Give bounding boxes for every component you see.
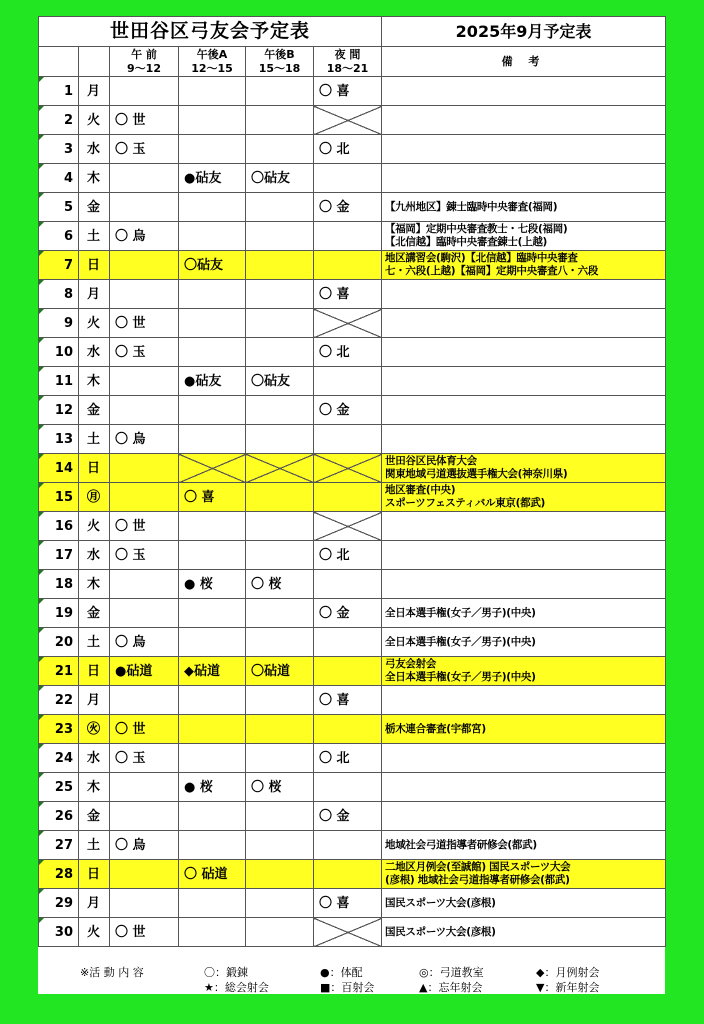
slot-afternoon-a [179, 831, 246, 860]
remark-line: 地区講習会(駒沢)【北信越】臨時中央審査 [385, 252, 578, 264]
slot-morning [110, 367, 179, 396]
day-row [39, 802, 666, 831]
day-row [39, 512, 666, 541]
day-row [39, 773, 666, 802]
remarks-cell [382, 831, 666, 860]
day-row [39, 889, 666, 918]
slot-morning [110, 77, 179, 106]
day-number: 21 [39, 657, 79, 686]
remarks-cell [382, 802, 666, 831]
slot-afternoon-b: 〇砧友 [246, 367, 314, 396]
day-row [39, 135, 666, 164]
legend [38, 962, 665, 994]
day-of-week: 月 [79, 889, 110, 918]
slot-morning: 〇 玉 [110, 338, 179, 367]
slot-night: 〇 北 [314, 541, 382, 570]
slot-morning [110, 280, 179, 309]
remarks-cell [382, 570, 666, 599]
day-of-week: 木 [79, 367, 110, 396]
day-row [39, 454, 666, 483]
column-night-name: 夜 間 [334, 47, 361, 61]
day-row [39, 280, 666, 309]
slot-afternoon-b [246, 628, 314, 657]
slot-afternoon-b [246, 309, 314, 338]
column-afternoon-a-name: 午後A [196, 47, 228, 61]
slot-afternoon-a: ● 桜 [179, 570, 246, 599]
slot-morning: 〇 世 [110, 309, 179, 338]
remark-line: 世田谷区民体育大会 [385, 455, 477, 467]
slot-afternoon-a [179, 744, 246, 773]
column-afternoon-b-name: 午後B [264, 47, 295, 61]
legend-item: ▼：新年射会 [536, 981, 600, 994]
slot-afternoon-b [246, 599, 314, 628]
slot-morning: 〇 世 [110, 918, 179, 947]
legend-item: ■：百射会 [320, 981, 375, 994]
day-of-week: 火 [79, 106, 110, 135]
slot-night: 〇 金 [314, 802, 382, 831]
remarks-cell [382, 918, 666, 947]
legend-item: ▲：忘年射会 [419, 981, 483, 994]
day-of-week: 月 [79, 280, 110, 309]
day-row [39, 222, 666, 251]
remarks-cell [382, 396, 666, 425]
slot-afternoon-a [179, 541, 246, 570]
remarks-cell [382, 425, 666, 454]
slot-afternoon-a: 〇 砧道 [179, 860, 246, 889]
day-number: 11 [39, 367, 79, 396]
slot-night: 〇 北 [314, 135, 382, 164]
day-number: 10 [39, 338, 79, 367]
remark-line: 全日本選手権(女子／男子)(中央) [385, 635, 536, 648]
day-of-week: 木 [79, 773, 110, 802]
slot-afternoon-b [246, 396, 314, 425]
slot-morning: 〇 世 [110, 106, 179, 135]
slot-morning: 〇 玉 [110, 541, 179, 570]
remarks-cell [382, 280, 666, 309]
slot-night [314, 918, 382, 947]
slot-night [314, 628, 382, 657]
slot-afternoon-a [179, 889, 246, 918]
day-number: 18 [39, 570, 79, 599]
remark-line: 関東地域弓道選抜選手権大会(神奈川県) [385, 468, 568, 480]
day-number: 4 [39, 164, 79, 193]
day-number: 28 [39, 860, 79, 889]
slot-night: 〇 金 [314, 396, 382, 425]
slot-afternoon-b [246, 744, 314, 773]
slot-afternoon-b [246, 251, 314, 280]
slot-afternoon-a [179, 396, 246, 425]
column-night-time: 18～21 [326, 61, 369, 75]
slot-afternoon-b [246, 135, 314, 164]
schedule-table [38, 16, 666, 947]
day-row [39, 251, 666, 280]
remark-line: 【福岡】定期中央審査教士・七段(福岡) [385, 223, 568, 235]
slot-night [314, 715, 382, 744]
legend-item: ★：総会射会 [204, 981, 269, 994]
slot-afternoon-b [246, 860, 314, 889]
slot-afternoon-b [246, 106, 314, 135]
slot-afternoon-b [246, 454, 314, 483]
day-number: 30 [39, 918, 79, 947]
slot-afternoon-b: 〇 桜 [246, 773, 314, 802]
day-of-week: 日 [79, 251, 110, 280]
slot-afternoon-a [179, 686, 246, 715]
day-of-week: 火 [79, 309, 110, 338]
remarks-cell [382, 512, 666, 541]
day-of-week: 水 [79, 744, 110, 773]
remarks-cell [382, 860, 666, 889]
slot-afternoon-a [179, 77, 246, 106]
day-number: 6 [39, 222, 79, 251]
remark-line: 弓友会射会 [385, 658, 437, 670]
day-number: 5 [39, 193, 79, 222]
remarks-cell [382, 628, 666, 657]
slot-night [314, 425, 382, 454]
slot-morning [110, 773, 179, 802]
remark-line: 栃木連合審査(宇都宮) [385, 722, 486, 735]
day-of-week: 金 [79, 193, 110, 222]
slot-morning: 〇 烏 [110, 831, 179, 860]
slot-night: 〇 北 [314, 338, 382, 367]
slot-morning [110, 802, 179, 831]
slot-night: 〇 北 [314, 744, 382, 773]
slot-afternoon-a: ●砧友 [179, 367, 246, 396]
slot-night [314, 657, 382, 686]
column-afternoon-a [179, 47, 246, 77]
slot-night [314, 309, 382, 338]
day-of-week: 水 [79, 135, 110, 164]
column-afternoon-b-time: 15～18 [258, 61, 301, 75]
slot-night: 〇 喜 [314, 889, 382, 918]
legend-item: 〇：鍛錬 [204, 966, 248, 979]
slot-afternoon-b [246, 541, 314, 570]
day-of-week: 月 [79, 686, 110, 715]
day-row [39, 164, 666, 193]
slot-afternoon-b [246, 483, 314, 512]
slot-afternoon-a: 〇 喜 [179, 483, 246, 512]
slot-night [314, 570, 382, 599]
slot-afternoon-b [246, 338, 314, 367]
legend-item: ◆：月例射会 [536, 966, 600, 979]
slot-afternoon-a [179, 512, 246, 541]
slot-afternoon-a [179, 222, 246, 251]
remarks-cell [382, 483, 666, 512]
slot-afternoon-a [179, 628, 246, 657]
slot-afternoon-a: ◆砧道 [179, 657, 246, 686]
day-number: 7 [39, 251, 79, 280]
slot-afternoon-b [246, 77, 314, 106]
slot-night [314, 454, 382, 483]
slot-afternoon-b [246, 918, 314, 947]
day-row [39, 541, 666, 570]
remark-line: 七・六段(上越)【福岡】定期中央審査八・六段 [385, 265, 599, 277]
slot-night: 〇 喜 [314, 686, 382, 715]
day-number: 29 [39, 889, 79, 918]
remarks-cell [382, 744, 666, 773]
slot-afternoon-b: 〇 桜 [246, 570, 314, 599]
remark-line: 【北信越】臨時中央審査錬士(上越) [385, 236, 548, 248]
day-row [39, 918, 666, 947]
slot-afternoon-b [246, 425, 314, 454]
remark-line: 地域社会弓道指導者研修会(都武) [385, 838, 537, 851]
legend-label: ※活 動 内 容 [80, 966, 144, 979]
day-of-week: 土 [79, 425, 110, 454]
slot-afternoon-a: ● 桜 [179, 773, 246, 802]
slot-morning: 〇 玉 [110, 744, 179, 773]
slot-afternoon-a [179, 802, 246, 831]
column-morning-name: 午 前 [131, 47, 157, 61]
day-number: 20 [39, 628, 79, 657]
slot-night [314, 106, 382, 135]
schedule-sheet [38, 16, 665, 994]
slot-morning: ●砧道 [110, 657, 179, 686]
day-row [39, 744, 666, 773]
column-remarks: 備 考 [382, 47, 666, 77]
slot-afternoon-b [246, 831, 314, 860]
slot-night: 〇 金 [314, 193, 382, 222]
slot-afternoon-b [246, 715, 314, 744]
slot-afternoon-b [246, 280, 314, 309]
remarks-cell [382, 135, 666, 164]
day-number: 19 [39, 599, 79, 628]
remarks-cell [382, 338, 666, 367]
remarks-cell [382, 657, 666, 686]
slot-afternoon-a [179, 454, 246, 483]
slot-morning [110, 251, 179, 280]
day-of-week: 日 [79, 860, 110, 889]
day-of-week: 水 [79, 541, 110, 570]
slot-afternoon-a [179, 280, 246, 309]
day-number: 25 [39, 773, 79, 802]
slot-night [314, 251, 382, 280]
column-night [314, 47, 382, 77]
day-number: 14 [39, 454, 79, 483]
day-row [39, 686, 666, 715]
column-morning-time: 9～12 [127, 61, 161, 75]
slot-afternoon-a [179, 918, 246, 947]
slot-afternoon-a [179, 309, 246, 338]
slot-afternoon-a [179, 106, 246, 135]
remarks-cell [382, 686, 666, 715]
slot-afternoon-a: ●砧友 [179, 164, 246, 193]
legend-item: ◎：弓道教室 [419, 966, 484, 979]
day-row [39, 570, 666, 599]
remark-line: (彦根) 地域社会弓道指導者研修会(都武) [385, 874, 570, 886]
column-afternoon-a-time: 12～15 [191, 61, 233, 75]
slot-morning: 〇 烏 [110, 222, 179, 251]
day-row [39, 193, 666, 222]
slot-afternoon-a [179, 338, 246, 367]
slot-afternoon-b [246, 222, 314, 251]
remarks-cell [382, 77, 666, 106]
slot-night [314, 164, 382, 193]
slot-afternoon-b: 〇砧友 [246, 164, 314, 193]
day-number: 24 [39, 744, 79, 773]
remarks-cell [382, 309, 666, 338]
month-title: 2025年9月予定表 [382, 17, 666, 47]
slot-morning [110, 193, 179, 222]
day-of-week: 水 [79, 338, 110, 367]
day-row [39, 599, 666, 628]
day-row [39, 860, 666, 889]
day-number: 2 [39, 106, 79, 135]
remarks-cell [382, 164, 666, 193]
remark-line: 国民スポーツ大会(彦根) [385, 925, 496, 938]
remark-line: 全日本選手権(女子／男子)(中央) [385, 671, 536, 683]
day-number: 22 [39, 686, 79, 715]
remark-line: 【九州地区】錬士臨時中央審査(福岡) [385, 200, 558, 213]
day-number: 15 [39, 483, 79, 512]
day-of-week: 木 [79, 570, 110, 599]
day-of-week: 日 [79, 454, 110, 483]
slot-morning [110, 454, 179, 483]
slot-morning [110, 889, 179, 918]
remarks-cell [382, 367, 666, 396]
slot-afternoon-a [179, 193, 246, 222]
day-of-week: 月 [79, 77, 110, 106]
slot-night: 〇 喜 [314, 280, 382, 309]
day-number: 12 [39, 396, 79, 425]
day-of-week: 土 [79, 831, 110, 860]
day-number: 8 [39, 280, 79, 309]
day-number: 23 [39, 715, 79, 744]
slot-afternoon-a [179, 599, 246, 628]
slot-afternoon-b [246, 889, 314, 918]
slot-night [314, 367, 382, 396]
day-of-week: 土 [79, 222, 110, 251]
day-row [39, 367, 666, 396]
day-row [39, 715, 666, 744]
day-of-week: 金 [79, 599, 110, 628]
remarks-cell [382, 773, 666, 802]
slot-afternoon-a [179, 135, 246, 164]
day-of-week: 木 [79, 164, 110, 193]
slot-morning [110, 570, 179, 599]
day-row [39, 309, 666, 338]
day-row [39, 483, 666, 512]
header-blank-num [39, 47, 79, 77]
day-of-week: 日 [79, 657, 110, 686]
day-number: 3 [39, 135, 79, 164]
remark-line: 二地区月例会(至誠館) 国民スポーツ大会 [385, 861, 571, 873]
remarks-cell [382, 222, 666, 251]
legend-item: ●：体配 [320, 966, 363, 979]
slot-afternoon-b: 〇砧道 [246, 657, 314, 686]
slot-night: 〇 金 [314, 599, 382, 628]
remarks-cell [382, 251, 666, 280]
remark-line: 地区審査(中央) [385, 484, 456, 496]
slot-morning: 〇 烏 [110, 425, 179, 454]
slot-afternoon-a [179, 425, 246, 454]
slot-morning [110, 483, 179, 512]
day-number: 1 [39, 77, 79, 106]
day-row [39, 831, 666, 860]
day-number: 17 [39, 541, 79, 570]
remarks-cell [382, 715, 666, 744]
remarks-cell [382, 541, 666, 570]
slot-morning: 〇 玉 [110, 135, 179, 164]
slot-afternoon-a [179, 715, 246, 744]
day-of-week: ㊊ [79, 483, 110, 512]
slot-afternoon-b [246, 802, 314, 831]
day-of-week: 金 [79, 396, 110, 425]
slot-morning [110, 599, 179, 628]
page-title: 世田谷区弓友会予定表 [39, 17, 382, 47]
remarks-cell [382, 599, 666, 628]
slot-afternoon-a: 〇砧友 [179, 251, 246, 280]
slot-night [314, 831, 382, 860]
day-number: 27 [39, 831, 79, 860]
slot-night: 〇 喜 [314, 77, 382, 106]
slot-morning [110, 396, 179, 425]
slot-morning [110, 860, 179, 889]
remark-line: 全日本選手権(女子／男子)(中央) [385, 606, 536, 619]
slot-night [314, 512, 382, 541]
day-of-week: 金 [79, 802, 110, 831]
slot-morning [110, 686, 179, 715]
remarks-cell [382, 193, 666, 222]
remark-line: 国民スポーツ大会(彦根) [385, 896, 496, 909]
remarks-cell [382, 889, 666, 918]
day-of-week: 火 [79, 512, 110, 541]
day-row [39, 338, 666, 367]
remarks-cell [382, 454, 666, 483]
slot-afternoon-b [246, 686, 314, 715]
column-morning [110, 47, 179, 77]
slot-afternoon-b [246, 193, 314, 222]
column-afternoon-b [246, 47, 314, 77]
slot-morning: 〇 烏 [110, 628, 179, 657]
header-blank-dow [79, 47, 110, 77]
day-of-week: 火 [79, 918, 110, 947]
day-of-week: 土 [79, 628, 110, 657]
slot-morning: 〇 世 [110, 512, 179, 541]
day-number: 9 [39, 309, 79, 338]
slot-night [314, 860, 382, 889]
day-row [39, 425, 666, 454]
day-row [39, 657, 666, 686]
day-of-week: ㊋ [79, 715, 110, 744]
remarks-cell [382, 106, 666, 135]
day-number: 13 [39, 425, 79, 454]
slot-afternoon-b [246, 512, 314, 541]
slot-night [314, 483, 382, 512]
day-row [39, 77, 666, 106]
day-number: 16 [39, 512, 79, 541]
slot-morning [110, 164, 179, 193]
day-row [39, 396, 666, 425]
day-row [39, 106, 666, 135]
day-number: 26 [39, 802, 79, 831]
slot-night [314, 773, 382, 802]
day-row [39, 628, 666, 657]
slot-night [314, 222, 382, 251]
slot-morning: 〇 世 [110, 715, 179, 744]
remark-line: スポーツフェスティバル東京(都武) [385, 497, 546, 509]
